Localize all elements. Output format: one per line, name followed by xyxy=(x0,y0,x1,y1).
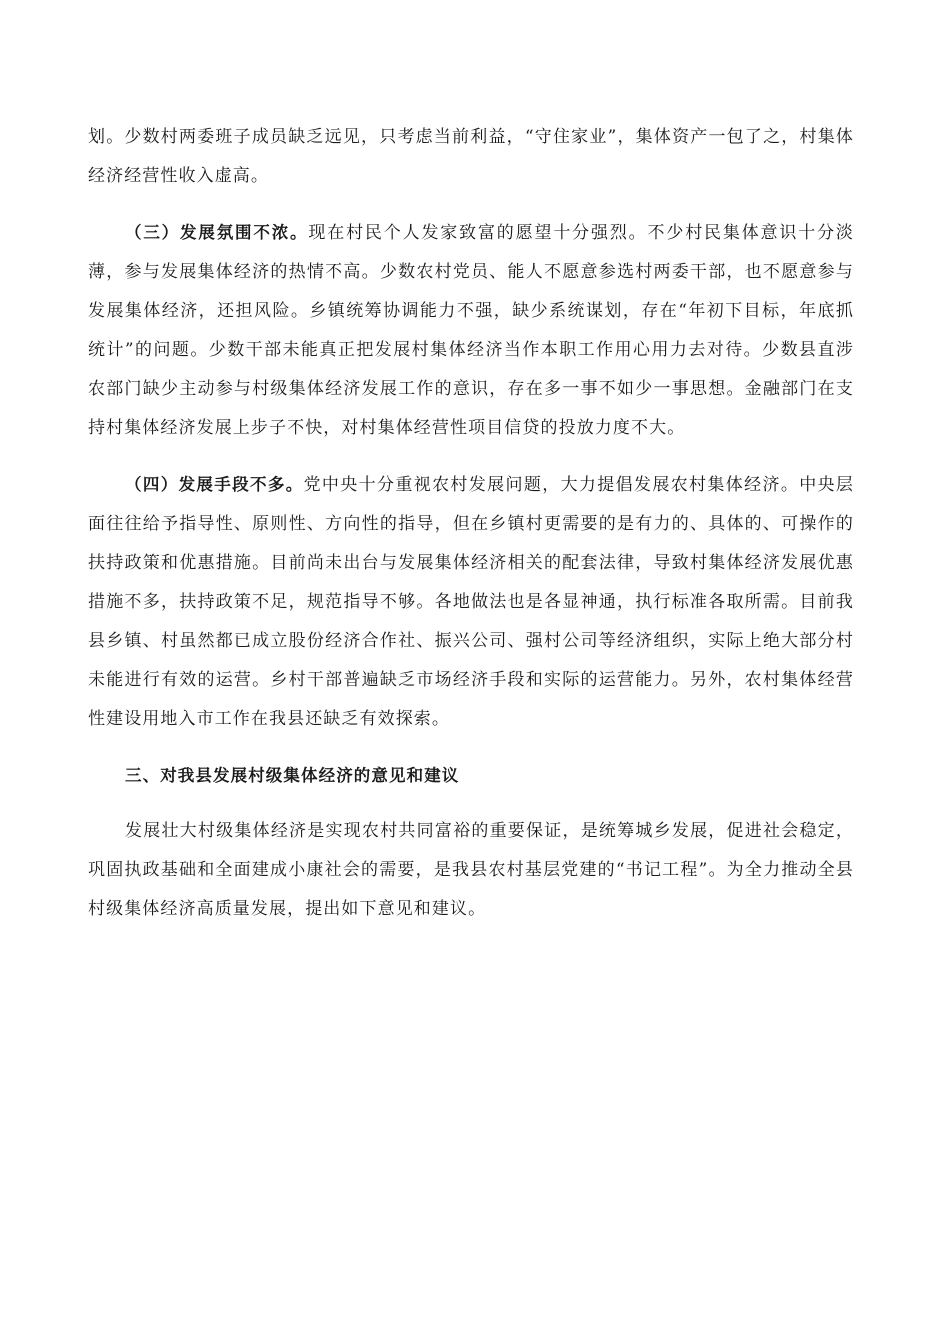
paragraph-text: 划。少数村两委班子成员缺乏远见，只考虑当前利益，“守住家业”，集体资产一包了之，村集体经济经营性收入虚高。 xyxy=(88,127,854,186)
paragraph-continuation xyxy=(88,118,854,196)
paragraph-closing xyxy=(88,812,854,929)
paragraph-lead-heading: （四）发展手段不多。 xyxy=(125,475,304,494)
document-page xyxy=(88,118,854,929)
paragraph-text: 发展壮大村级集体经济是实现农村共同富裕的重要保证，是统筹城乡发展，促进社会稳定，巩固执政基础和全面建成小康社会的需要，是我县农村基层党建的“书记工程”。为全力推动全县村级集体经济高质量发展，提出如下意见和建议。 xyxy=(88,821,854,919)
section-heading: 三、对我县发展村级集体经济的意见和建议 xyxy=(125,766,460,785)
paragraph-development-means xyxy=(88,465,854,739)
paragraph-text: 党中央十分重视农村发展问题，大力提倡发展农村集体经济。中央层面往往给予指导性、原则性、方向性的指导，但在乡镇村更需要的是有力的、具体的、可操作的扶持政策和优惠措施。目前尚未出台与发展集体经济相关的配套法律，导致村集体经济发展优惠措施不多，扶持政策不足，规范指导不够。各地做法也是各显神通，执行标准各取所需。目前我县乡镇、村虽然都已成立股份经济合作社、振兴公司、强村公司等经济组织，实际上绝大部分村未能进行有效的运营。乡村干部普遍缺乏市场经济手段和实际的运营能力。另外，农村集体经营性建设用地入市工作在我县还缺乏有效探索。 xyxy=(88,475,855,729)
paragraph-development-atmosphere xyxy=(88,213,854,448)
paragraph-lead-heading: （三）发展氛围不浓。 xyxy=(125,223,309,242)
paragraph-text: 现在村民个人发家致富的愿望十分强烈。不少村民集体意识十分淡薄，参与发展集体经济的热情不高。少数农村党员、能人不愿意参选村两委干部，也不愿意参与发展集体经济，还担风险。乡镇统筹协调能力不强，缺少系统谋划，存在“年初下目标，年底抓统计”的问题。少数干部未能真正把发展村集体经济当作本职工作用心用力去对待。少数县直涉农部门缺少主动参与村级集体经济发展工作的意识，存在多一事不如少一事思想。金融部门在支持村集体经济发展上步子不快，对村集体经营性项目信贷的投放力度不大。 xyxy=(88,223,855,438)
